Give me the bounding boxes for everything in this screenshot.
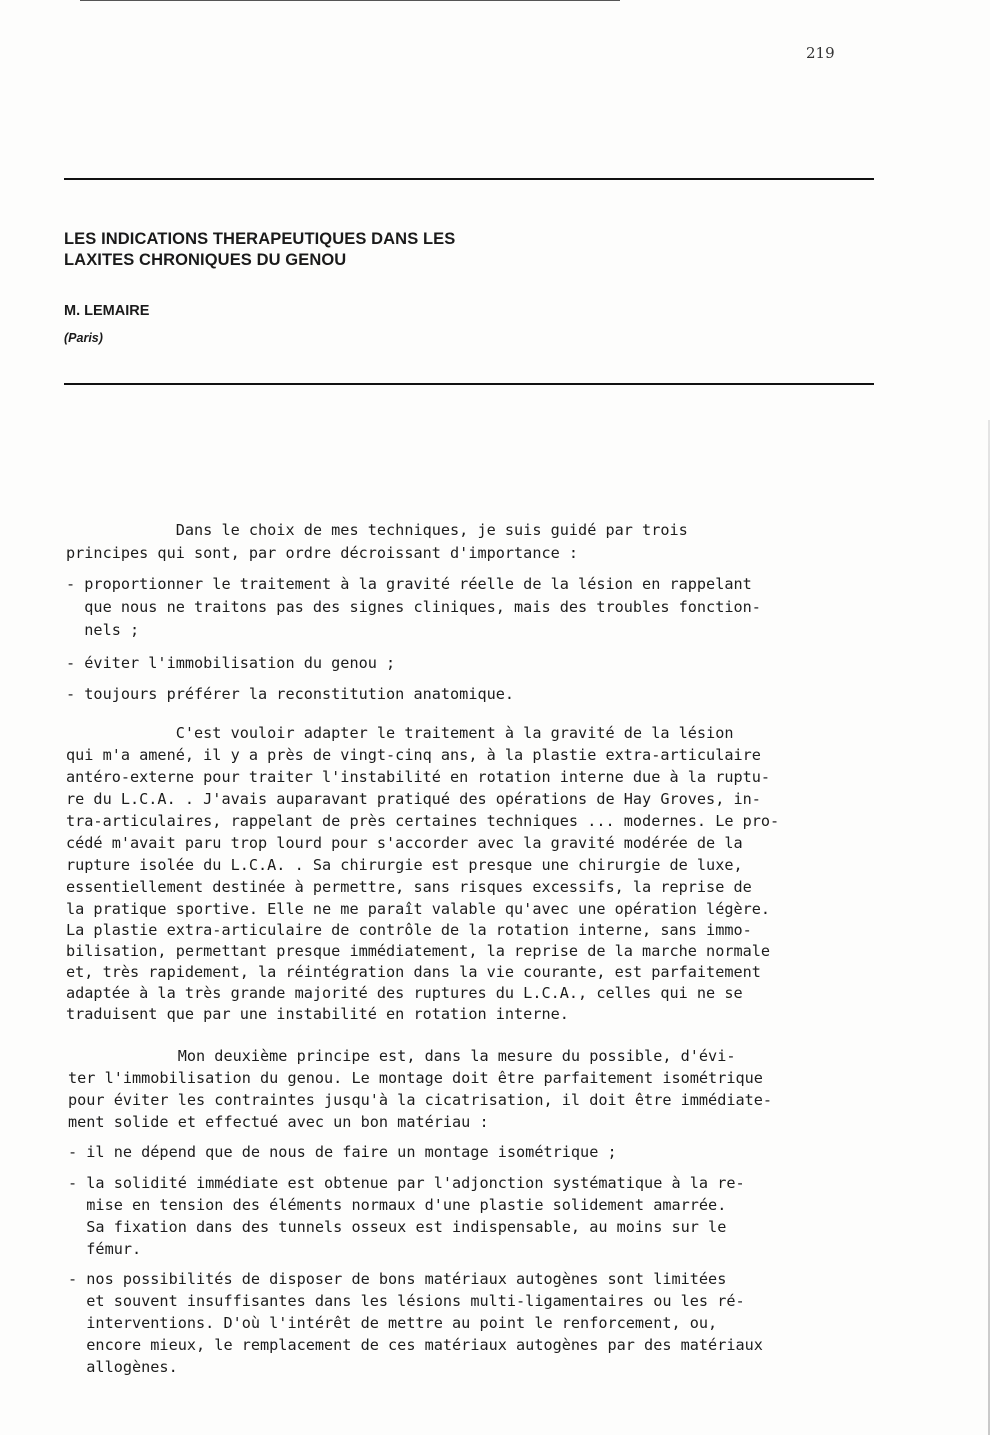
body-line: - éviter l'immobilisation du genou ;: [66, 654, 396, 672]
body-line: allogènes.: [68, 1358, 178, 1376]
body-line: ment solide et effectué avec un bon matériau :: [68, 1113, 489, 1131]
body-line: Dans le choix de mes techniques, je suis guidé par trois: [66, 521, 688, 539]
body-line: re du L.C.A. . J'avais auparavant pratiqué des opérations de Hay Groves, in-: [66, 790, 761, 808]
body-line: bilisation, permettant presque immédiatement, la reprise de la marche normale: [66, 942, 771, 960]
body-line: la pratique sportive. Elle ne me paraît valable qu'avec une opération légère.: [66, 900, 771, 918]
body-line: C'est vouloir adapter le traitement à la gravité de la lésion: [66, 724, 734, 742]
body-line: qui m'a amené, il y a près de vingt-cinq ans, à la plastie extra-articulaire: [66, 746, 761, 764]
body-line: Mon deuxième principe est, dans la mesure du possible, d'évi-: [68, 1047, 736, 1065]
body-line: traduisent que par une instabilité en rotation interne.: [66, 1005, 569, 1023]
body-line: et souvent insuffisantes dans les lésions multi-ligamentaires ou les ré-: [68, 1292, 745, 1310]
body-line: essentiellement destinée à permettre, sans risques excessifs, la reprise de: [66, 878, 752, 896]
body-line: pour éviter les contraintes jusqu'à la cicatrisation, il doit être immédiate-: [68, 1091, 773, 1109]
body-line: fémur.: [68, 1240, 142, 1258]
header-rule-top: [64, 178, 874, 180]
body-line: mise en tension des éléments normaux d'une plastie solidement amarrée.: [68, 1196, 727, 1214]
body-line: que nous ne traitons pas des signes cliniques, mais des troubles fonction-: [66, 598, 761, 616]
body-line: nels ;: [66, 621, 140, 639]
body-line: - nos possibilités de disposer de bons matériaux autogènes sont limitées: [68, 1270, 727, 1288]
body-line: encore mieux, le remplacement de ces matériaux autogènes par des matériaux: [68, 1336, 763, 1354]
title-line: LAXITES CHRONIQUES DU GENOU: [64, 251, 347, 269]
body-line: antéro-externe pour traiter l'instabilité en rotation interne due à la ruptu-: [66, 768, 771, 786]
page-number: 219: [806, 44, 835, 62]
body-line: et, très rapidement, la réintégration dans la vie courante, est parfaitement: [66, 963, 761, 981]
body-line: cédé m'avait paru trop lourd pour s'accorder avec la gravité modérée de la: [66, 834, 743, 852]
title-line: LES INDICATIONS THERAPEUTIQUES DANS LES: [64, 230, 456, 248]
body-line: - proportionner le traitement à la gravité réelle de la lésion en rappelant: [66, 575, 752, 593]
body-line: - la solidité immédiate est obtenue par l'adjonction systématique à la re-: [68, 1174, 745, 1192]
body-line: rupture isolée du L.C.A. . Sa chirurgie est presque une chirurgie de luxe,: [66, 856, 743, 874]
top-edge-rule: [80, 0, 620, 1]
body-line: ter l'immobilisation du genou. Le montage doit être parfaitement isométrique: [68, 1069, 763, 1087]
body-line: - il ne dépend que de nous de faire un montage isométrique ;: [68, 1143, 617, 1161]
author-name: M. LEMAIRE: [64, 303, 150, 319]
body-line: interventions. D'où l'intérêt de mettre au point le renforcement, ou,: [68, 1314, 718, 1332]
article-title: [64, 229, 455, 271]
body-line: La plastie extra-articulaire de contrôle de la rotation interne, sans immo-: [66, 921, 752, 939]
body-line: - toujours préférer la reconstitution anatomique.: [66, 685, 515, 703]
author-affiliation: (Paris): [64, 331, 103, 345]
body-line: tra-articulaires, rappelant de près certaines techniques ... modernes. Le pro-: [66, 812, 780, 830]
body-line: principes qui sont, par ordre décroissant d'importance :: [66, 544, 579, 562]
body-line: adaptée à la très grande majorité des ruptures du L.C.A., celles qui ne se: [66, 984, 743, 1002]
header-rule-bottom: [64, 383, 874, 385]
body-line: Sa fixation dans des tunnels osseux est indispensable, au moins sur le: [68, 1218, 727, 1236]
